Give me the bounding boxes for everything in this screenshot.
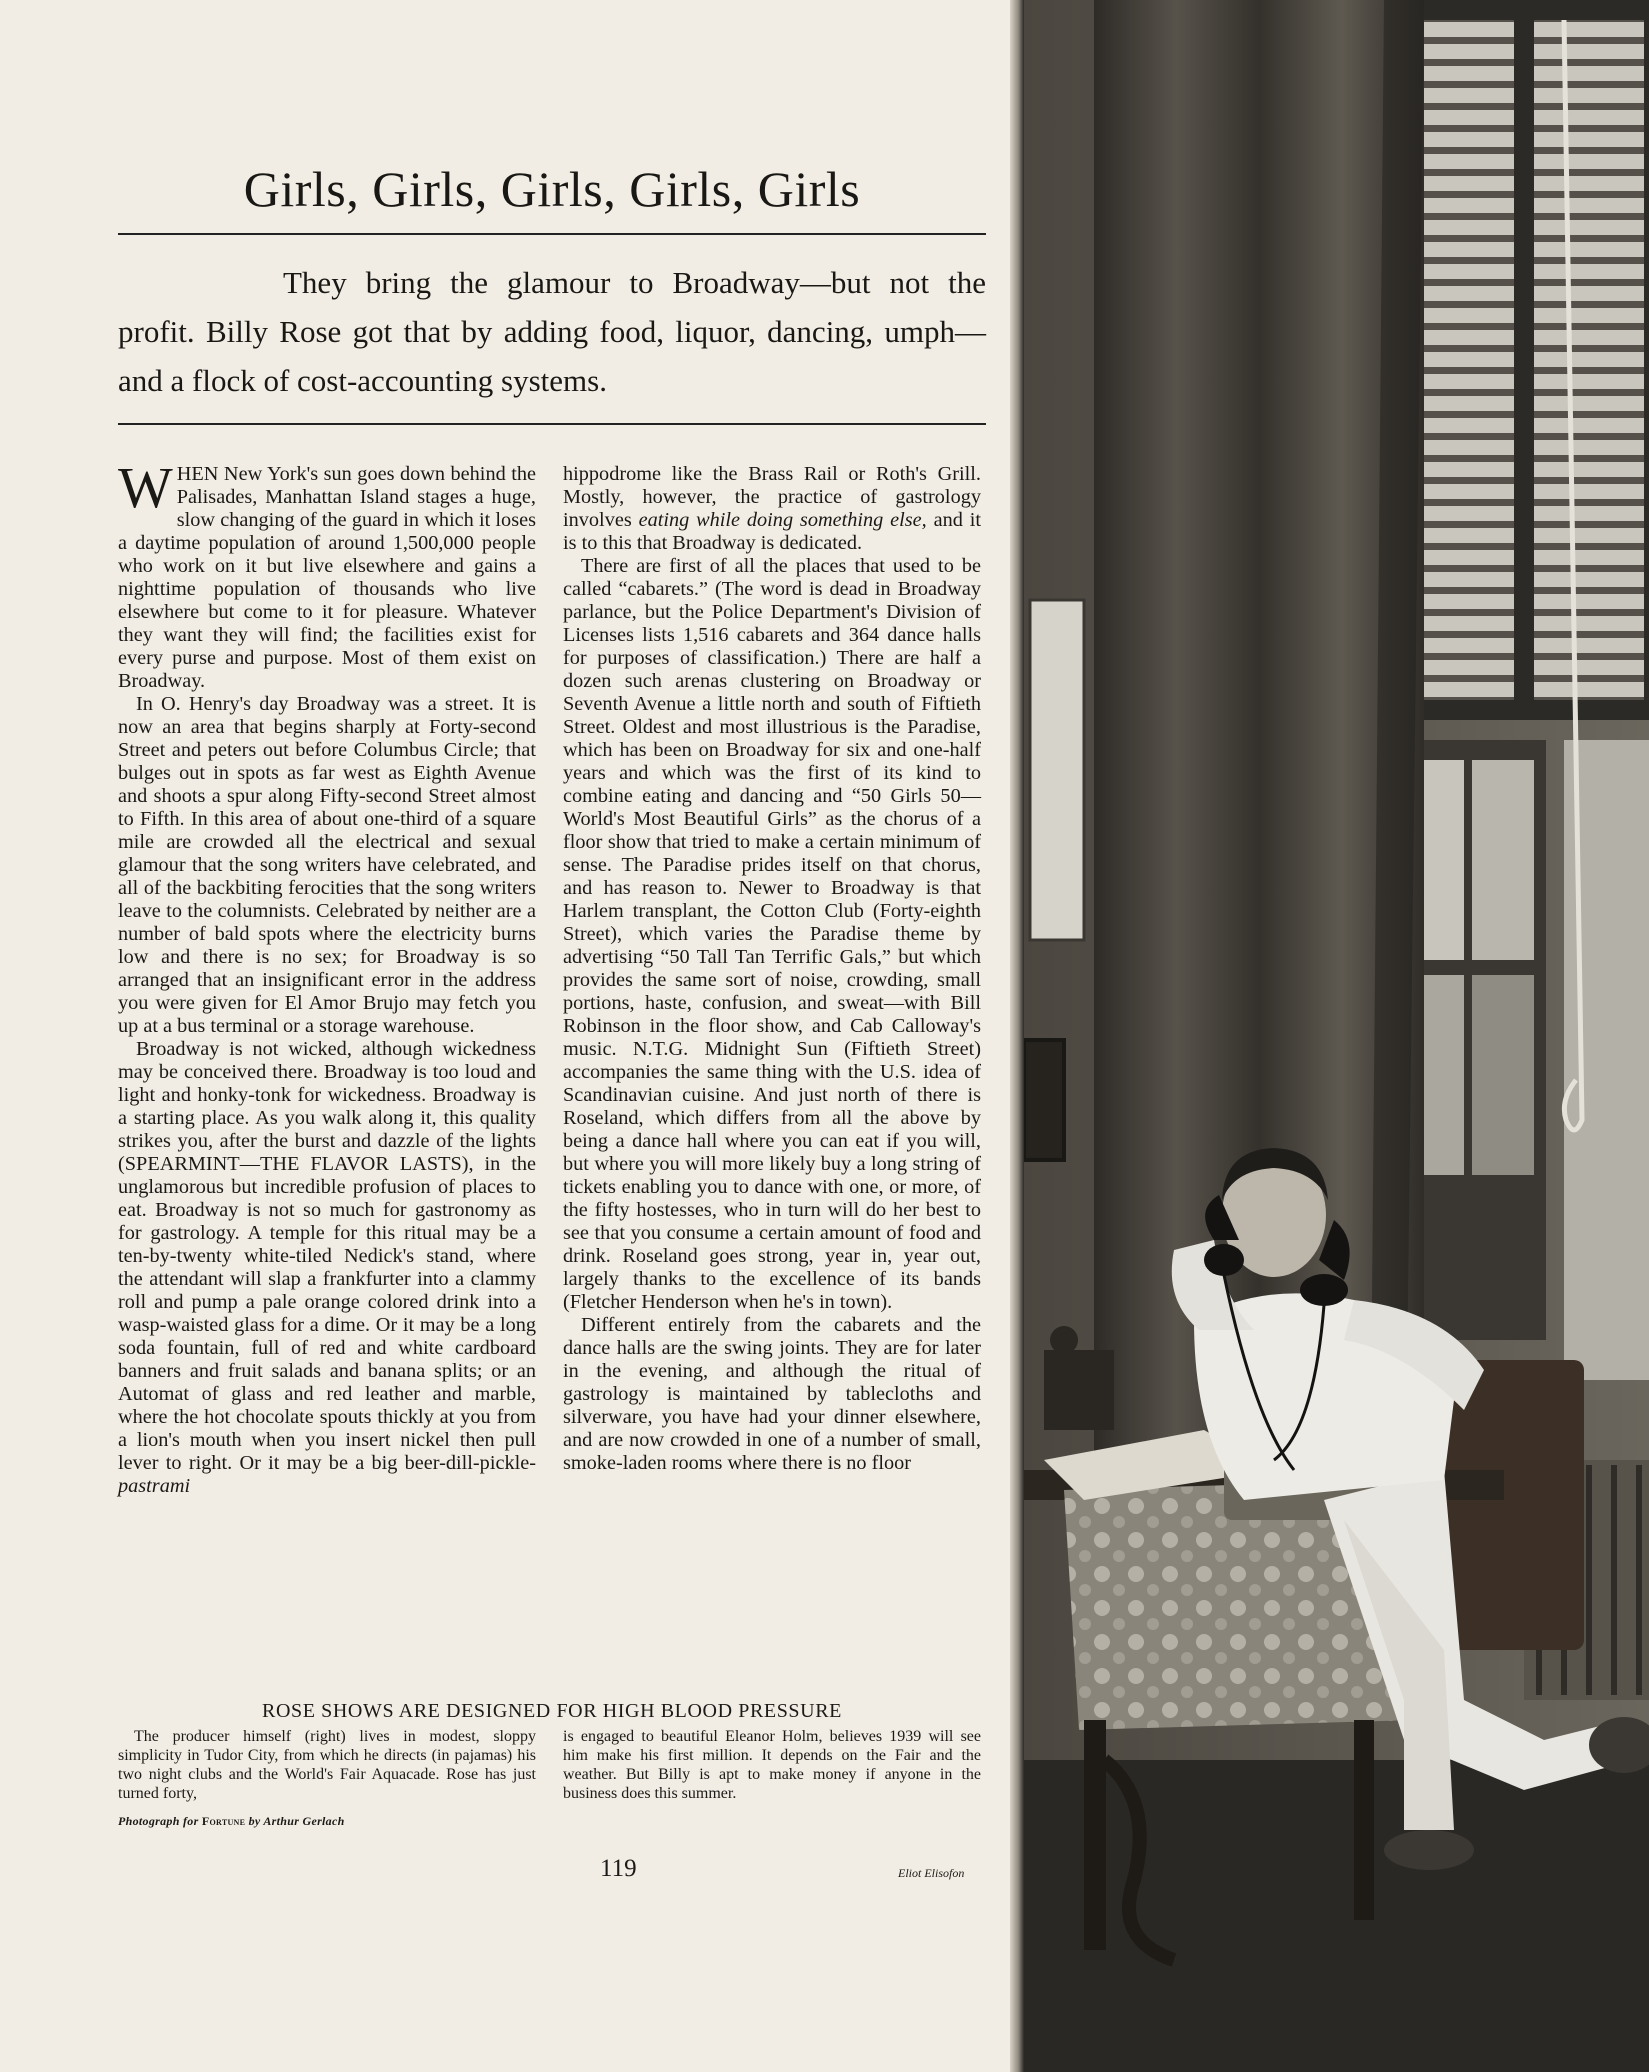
paragraph bbox=[118, 455, 536, 693]
page-gutter bbox=[1010, 0, 1024, 2072]
paragraph-text: HEN New York's sun goes down behind the Palisades, Manhattan Island stages a huge, slow changing of the guard in which it loses a daytime population of around 1,500,000 people who work on it but live elsewhere and gains a nighttime population of thousands who live elsewhere but come to it for pleasure. Whatever they want they will find; the facilities exist for every purse and purpose. Most of them exist on Broadway. bbox=[118, 463, 536, 692]
deck-rule bbox=[118, 423, 986, 425]
credit-magazine: Fortune bbox=[201, 1814, 246, 1828]
paragraph: In O. Henry's day Broadway was a street. It is now an area that begins sharply at Forty-second Street and peters out before Columbus Circle; that bulges out in spots as far west as Eighth Avenue and shoots a spur along Fifty-second Street almost to Fifth. In this area of about one-third of a square mile are crowded all the electrical and sexual glamour that the song writers have celebrated, and all of the backbiting ferocities that the song writers leave to the columnists. Celebrated by neither are a number of bald spots where the electricity burns low and there is no sex; for Broadway is so arranged that an insignificant error in the address you were given for El Amor Brujo may fetch you up at a bus terminal or a storage warehouse. bbox=[118, 693, 536, 1037]
credit-photographer: by Arthur Gerlach bbox=[248, 1814, 345, 1828]
paragraph-text: Broadway is not wicked, although wickedness may be conceived there. Broadway is too loud and light and honky-tonk for wickedness. Broadway is a starting place. As you walk along it, this quality strikes you, after the burst and dazzle of the lights (SPEARMINT—THE FLAVOR LASTS), in the unglamorous but incredible profusion of places to eat. Broadway is not so much for gastronomy as for gastrology. A temple for this ritual may be a ten-by-twenty white-tiled Nedick's stand, where the attendant will slap a frankfurter into a clammy roll and pump a pale orange colored drink into a wasp-waisted glass for a dime. Or it may be a long soda fountain, full of red and white cardboard banners and fruit salads and banana splits; or an Automat of glass and red leather and marble, where the hot chocolate spouts thickly at you from a lion's mouth when you insert nickel then pull lever to right. Or it may be a big beer-dill-pickle- bbox=[118, 1038, 536, 1474]
photo-illustration bbox=[1024, 0, 1649, 2072]
paragraph: There are first of all the places that used to be called “cabarets.” (The word is dead in Broadway parlance, but the Police Department's Division of Licenses lists 1,516 cabarets and 364 dance halls for purposes of classification.) There are half a dozen such arenas clustering on Broadway or Seventh Avenue a little north and south of Fiftieth Street. Oldest and most illustrious is the Paradise, which has been on Broadway for six and one-half years and which was the first of its kind to combine eating and dancing and “50 Girls 50—World's Most Beautiful Girls” as the chorus of a floor show that tried to make a certain minimum of sense. The Paradise prides itself on that chorus, and has reason to. Newer to Broadway is that Harlem transplant, the Cotton Club (Forty-eighth Street), which varies the Paradise theme by advertising “50 Tall Tan Terrific Gals,” but which provides the same sort of noise, crowding, small portions, haste, confusion, and sweat—with Bill Robinson in the floor show, and Cab Calloway's music. N.T.G. Midnight Sun (Fiftieth Street) accompanies the same thing with the U.S. idea of Scandinavian cuisine. And just north of there is Roseland, which differs from all the above by being a dance hall where you can eat if you will, but where you will more likely buy a long string of tickets enabling you to dance with one, or more, of the fifty hostesses, who in turn will do her best to see that you consume a certain amount of food and drink. Roseland goes strong, year in, year out, largely thanks to the excellence of its bands (Fletcher Henderson when he's in town). bbox=[563, 555, 981, 1313]
body-column-2 bbox=[563, 463, 981, 1475]
italic-word: pastrami bbox=[118, 1475, 191, 1497]
paragraph: Different entirely from the cabarets and the dance halls are the swing joints. They are for later in the evening, and although the ritual of gastrology is maintained by tablecloths and silverware, you have had your dinner elsewhere, and are now crowded in one of a number of small, smoke-laden rooms where there is no floor bbox=[563, 1314, 981, 1474]
photograph bbox=[1024, 0, 1649, 2072]
body-column-1 bbox=[118, 455, 536, 1498]
drop-cap: W bbox=[118, 455, 173, 520]
paragraph-text: and it is to this that Broadway is dedicated. bbox=[563, 509, 982, 554]
caption-text-2: is engaged to beautiful Eleanor Holm, believes 1939 will see him make his first million. It depends on the Fair and the weather. But Billy is apt to make money if anyone in the business does this summer. bbox=[563, 1728, 981, 1802]
paragraph bbox=[118, 1038, 536, 1498]
caption-text-1: The producer himself (right) lives in modest, sloppy simplicity in Tudor City, from which he directs (in pajamas) his two night clubs and the World's Fair Aquacade. Rose has just turned forty, bbox=[118, 1728, 536, 1802]
italic-phrase: eating while doing something else, bbox=[638, 509, 927, 531]
page-number: 119 bbox=[600, 1855, 637, 1882]
paragraph-text: hippodrome like the Brass Rail or Roth's Grill. Mostly, however, the practice of gastrology involves bbox=[563, 463, 981, 531]
caption-heading: ROSE SHOWS ARE DESIGNED FOR HIGH BLOOD PRESSURE bbox=[262, 1700, 842, 1722]
paragraph bbox=[563, 463, 981, 555]
photo-credit: Eliot Elisofon bbox=[898, 1866, 965, 1880]
article-deck: They bring the glamour to Broadway—but not the profit. Billy Rose got that by adding food, liquor, dancing, umph—and a flock of cost-accounting systems. bbox=[118, 265, 986, 398]
photo-credit-caption bbox=[118, 1814, 345, 1829]
credit-prefix: Photograph for bbox=[118, 1814, 199, 1828]
title-rule bbox=[118, 233, 986, 235]
article-title: Girls, Girls, Girls, Girls, Girls bbox=[243, 161, 861, 217]
